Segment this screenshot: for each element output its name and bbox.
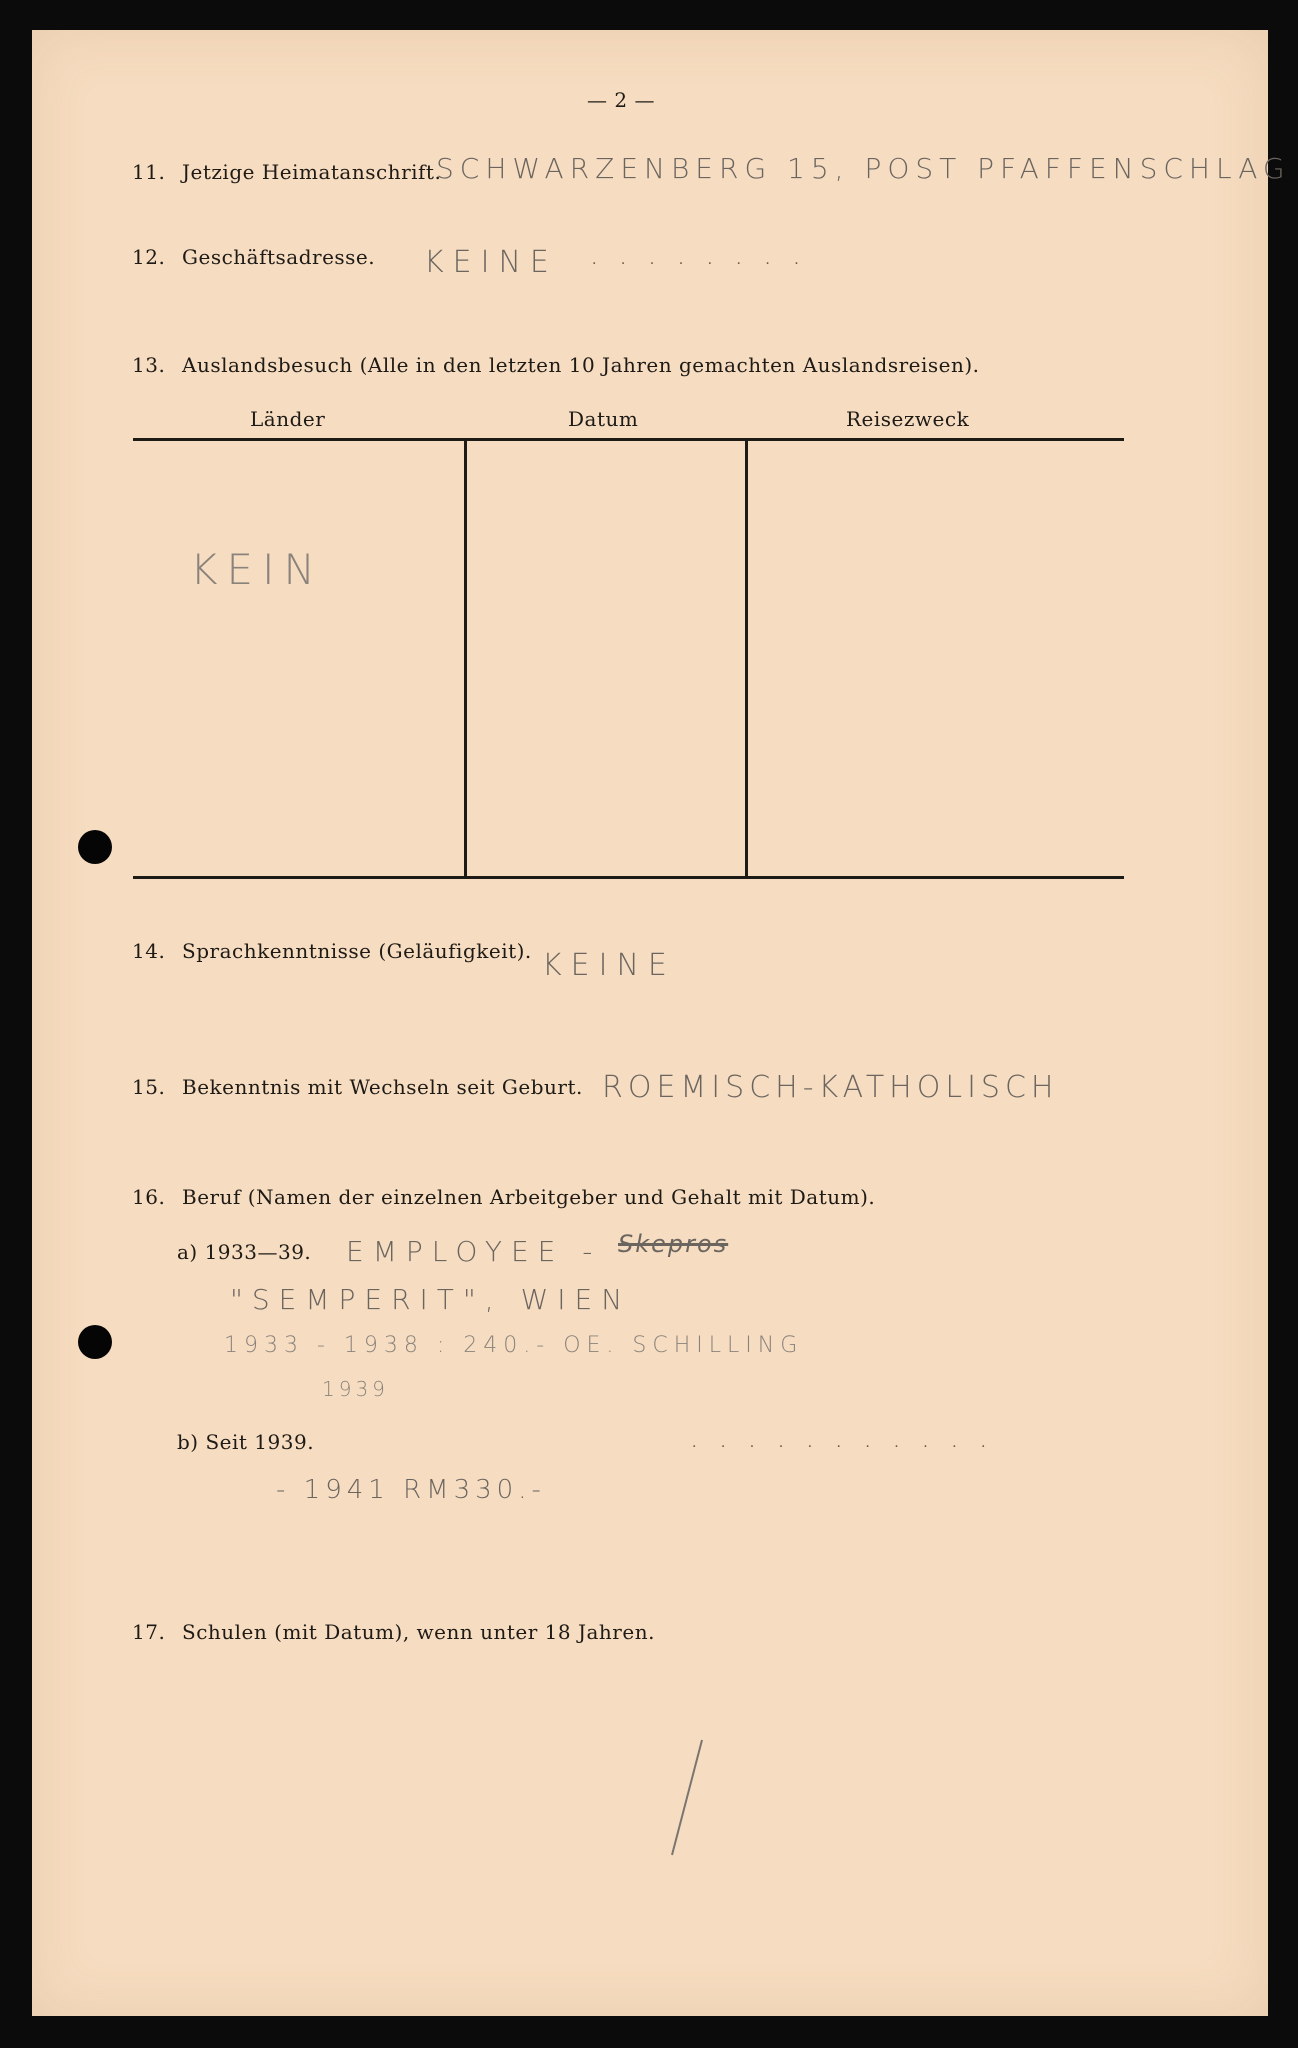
q12-answer: KEINE — [424, 245, 558, 280]
q17-number: 17. — [132, 1620, 166, 1644]
page-number: — 2 — — [587, 88, 655, 112]
q15-label: Bekenntnis mit Wechseln seit Geburt. — [182, 1075, 583, 1099]
q16b-label: b) Seit 1939. — [177, 1430, 315, 1454]
table-col-divider-1 — [464, 440, 467, 877]
table-top-rule — [133, 438, 1124, 441]
q16a-label: a) 1933—39. — [177, 1240, 312, 1264]
document-page — [32, 30, 1291, 2016]
q14-label: Sprachkenntnisse (Geläufigkeit). — [182, 939, 532, 963]
q12-dotted-line: . . . . . . . . — [592, 252, 809, 268]
punch-hole-bottom — [78, 1325, 112, 1359]
q13-col-reisezweck: Reisezweck — [846, 407, 970, 431]
q17-label: Schulen (mit Datum), wenn unter 18 Jahren. — [182, 1620, 655, 1644]
q16b-dotted-line: . . . . . . . . . . . — [692, 1435, 996, 1451]
q13-col-laender: Länder — [250, 407, 326, 431]
q11-label: Jetzige Heimatanschrift. — [182, 160, 442, 184]
q16a-line3: 1933 - 1938 : 240.- OE. SCHILLING — [224, 1333, 804, 1358]
q13-col-datum: Datum — [568, 407, 639, 431]
table-col-divider-2 — [745, 440, 748, 877]
q13-label: Auslandsbesuch (Alle in den letzten 10 Jahren gemachten Auslandsreisen). — [182, 353, 980, 377]
q16a-line2: "SEMPERIT", WIEN — [230, 1283, 632, 1316]
q11-answer: SCHWARZENBERG 15, POST PFAFFENSCHLAG — [436, 152, 1291, 185]
q16a-line1: EMPLOYEE - — [346, 1235, 602, 1268]
q15-number: 15. — [132, 1075, 166, 1099]
q16b-line1: - 1941 RM330.- — [276, 1475, 546, 1505]
q16a-struck-word: Skepros — [618, 1230, 729, 1258]
q11-number: 11. — [132, 160, 166, 184]
q16-number: 16. — [132, 1185, 166, 1209]
punch-hole-top — [78, 830, 112, 864]
q16-label: Beruf (Namen der einzelnen Arbeitgeber und Gehalt mit Datum). — [182, 1185, 876, 1209]
q14-answer: KEINE — [542, 948, 676, 983]
table-bottom-rule — [133, 876, 1124, 879]
q12-label: Geschäftsadresse. — [182, 245, 376, 269]
q15-answer: ROEMISCH-KATHOLISCH — [602, 1070, 1059, 1105]
q12-number: 12. — [132, 245, 166, 269]
q16a-line4: 1939 — [322, 1377, 389, 1401]
pencil-stroke-line — [672, 1740, 702, 1855]
pencil-stroke-mark — [632, 1730, 722, 1890]
q13-number: 13. — [132, 353, 166, 377]
q13-answer: KEIN — [190, 545, 324, 594]
q14-number: 14. — [132, 939, 166, 963]
